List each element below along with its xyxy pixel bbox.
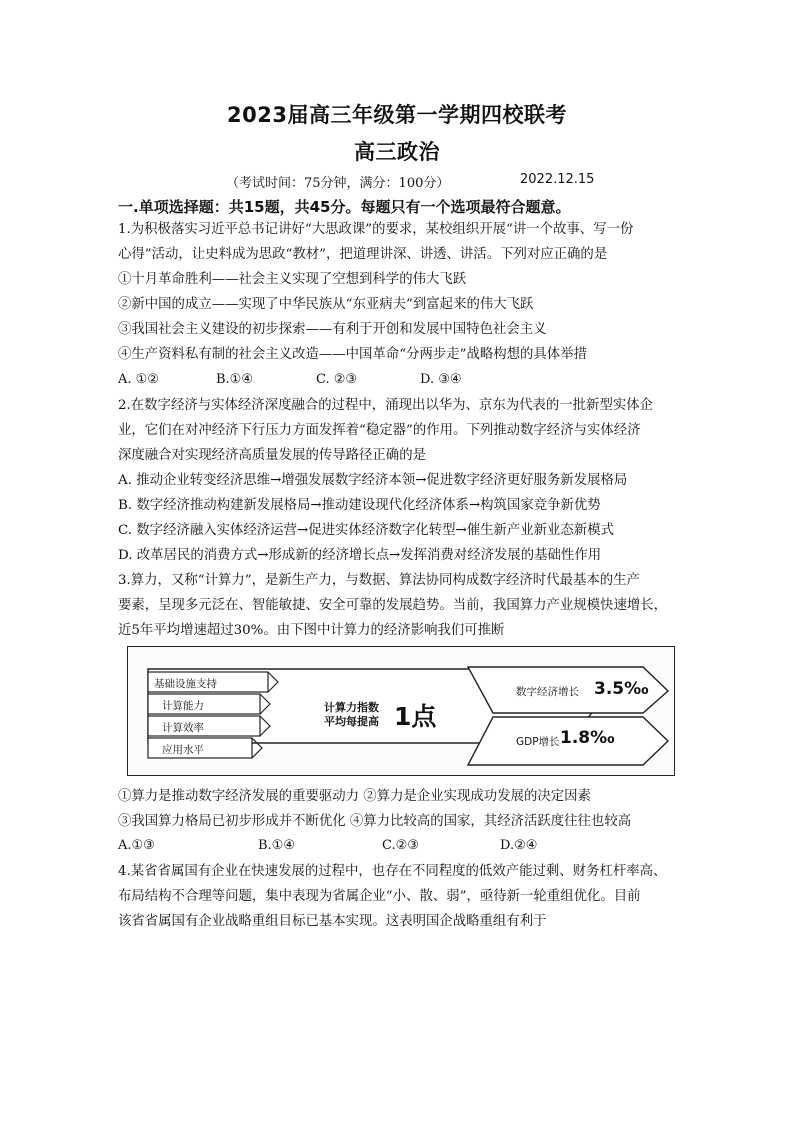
- output-label-gdp: GDP增长: [516, 736, 560, 748]
- q1-option-c[interactable]: C. ②③: [316, 372, 358, 387]
- center-label: 计算力指数: [324, 701, 379, 714]
- input-label: 计算效率: [162, 722, 204, 734]
- q3-statements: ③我国算力格局已初步形成并不断优化 ④算力比较高的国家，其经济活跃度往往也较高: [118, 814, 632, 829]
- q1-option-a[interactable]: A. ①②: [118, 372, 159, 387]
- q1-option-d[interactable]: D. ③④: [420, 372, 462, 387]
- q2-option-c[interactable]: C. 数字经济融入实体经济运营→促进实体经济数字化转型→催生新产业新业态新模式: [118, 523, 614, 538]
- exam-info: （考试时间：75分钟，满分：100分）: [226, 176, 450, 191]
- q1-statement: ④生产资料私有制的社会主义改造——中国革命“分两步走”战略构想的具体举措: [118, 347, 587, 362]
- exam-title: 2023届高三年级第一学期四校联考: [227, 103, 567, 127]
- q3-option-b[interactable]: B.①④: [258, 838, 295, 853]
- q4-stem-line: 该省省属国有企业战略重组目标已基本实现。这表明国企战略重组有利于: [118, 914, 547, 929]
- q1-stem-line: 心得”活动，让史料成为思政“教材”，把道理讲深、讲透、讲活。下列对应正确的是: [118, 247, 608, 262]
- q2-option-d[interactable]: D. 改革居民的消费方式→形成新的经济增长点→发挥消费对经济发展的基础性作用: [118, 548, 602, 563]
- q1-option-b[interactable]: B.①④: [216, 372, 253, 387]
- q3-stem-line: 近5年平均增速超过30%。由下图中计算力的经济影响我们可推断: [118, 623, 505, 638]
- exam-subject: 高三政治: [354, 140, 440, 164]
- section-heading: 一.单项选择题：共15题，共45分。每题只有一个选项最符合题意。: [118, 198, 571, 216]
- q3-option-c[interactable]: C.②③: [382, 838, 419, 853]
- center-value: 1点: [394, 702, 437, 731]
- input-label: 基础设施支持: [154, 678, 217, 690]
- input-label: 计算能力: [162, 700, 204, 712]
- q3-stem-line: 3.算力，又称“计算力”，是新生产力，与数据、算法协同构成数字经济时代最基本的生产: [118, 573, 640, 588]
- output-value-digital: 3.5‰: [594, 679, 649, 699]
- q3-statements: ①算力是推动数字经济发展的重要驱动力 ②算力是企业实现成功发展的决定因素: [118, 789, 591, 804]
- q1-statement: ③我国社会主义建设的初步探索——有利于开创和发展中国特色社会主义: [118, 322, 547, 337]
- input-label: 应用水平: [162, 744, 204, 756]
- center-label: 平均每提高: [324, 715, 379, 728]
- q4-stem-line: 4.某省省属国有企业在快速发展的过程中，也存在不同程度的低效产能过剩、财务杠杆率高、: [118, 864, 667, 879]
- q1-statement: ①十月革命胜利——社会主义实现了空想到科学的伟大飞跃: [118, 272, 467, 287]
- q4-stem-line: 布局结构不合理等问题，集中表现为省属企业“小、散、弱”，亟待新一轮重组优化。目前: [118, 889, 641, 904]
- q2-stem-line: 2.在数字经济与实体经济深度融合的过程中，涌现出以华为、京东为代表的一批新型实体企: [118, 398, 654, 413]
- q3-option-a[interactable]: A.①③: [118, 838, 155, 853]
- q2-option-b[interactable]: B. 数字经济推动构建新发展格局→推动建设现代化经济体系→构筑国家竞争新优势: [118, 498, 601, 513]
- q2-stem-line: 业，它们在对冲经济下行压力方面发挥着“稳定器”的作用。下列推动数字经济与实体经济: [118, 423, 641, 438]
- output-label-digital: 数字经济增长: [516, 686, 579, 698]
- computing-power-figure: [127, 646, 675, 776]
- q1-stem-line: 1.为积极落实习近平总书记讲好“大思政课”的要求，某校组织开展“讲一个故事、写一份: [118, 222, 634, 237]
- q2-stem-line: 深度融合对实现经济高质量发展的传导路径正确的是: [118, 448, 426, 463]
- output-value-gdp: 1.8‰: [560, 728, 615, 748]
- q3-option-d[interactable]: D.②④: [500, 838, 538, 853]
- q2-option-a[interactable]: A. 推动企业转变经济思维→增强发展数字经济本领→促进数字经济更好服务新发展格局: [118, 473, 628, 488]
- q1-statement: ②新中国的成立——实现了中华民族从“东亚病夫”到富起来的伟大飞跃: [118, 297, 534, 312]
- q3-stem-line: 要素，呈现多元泛在、智能敏捷、安全可靠的发展趋势。当前，我国算力产业规模快速增长，: [118, 598, 668, 613]
- exam-date: 2022.12.15: [520, 172, 595, 187]
